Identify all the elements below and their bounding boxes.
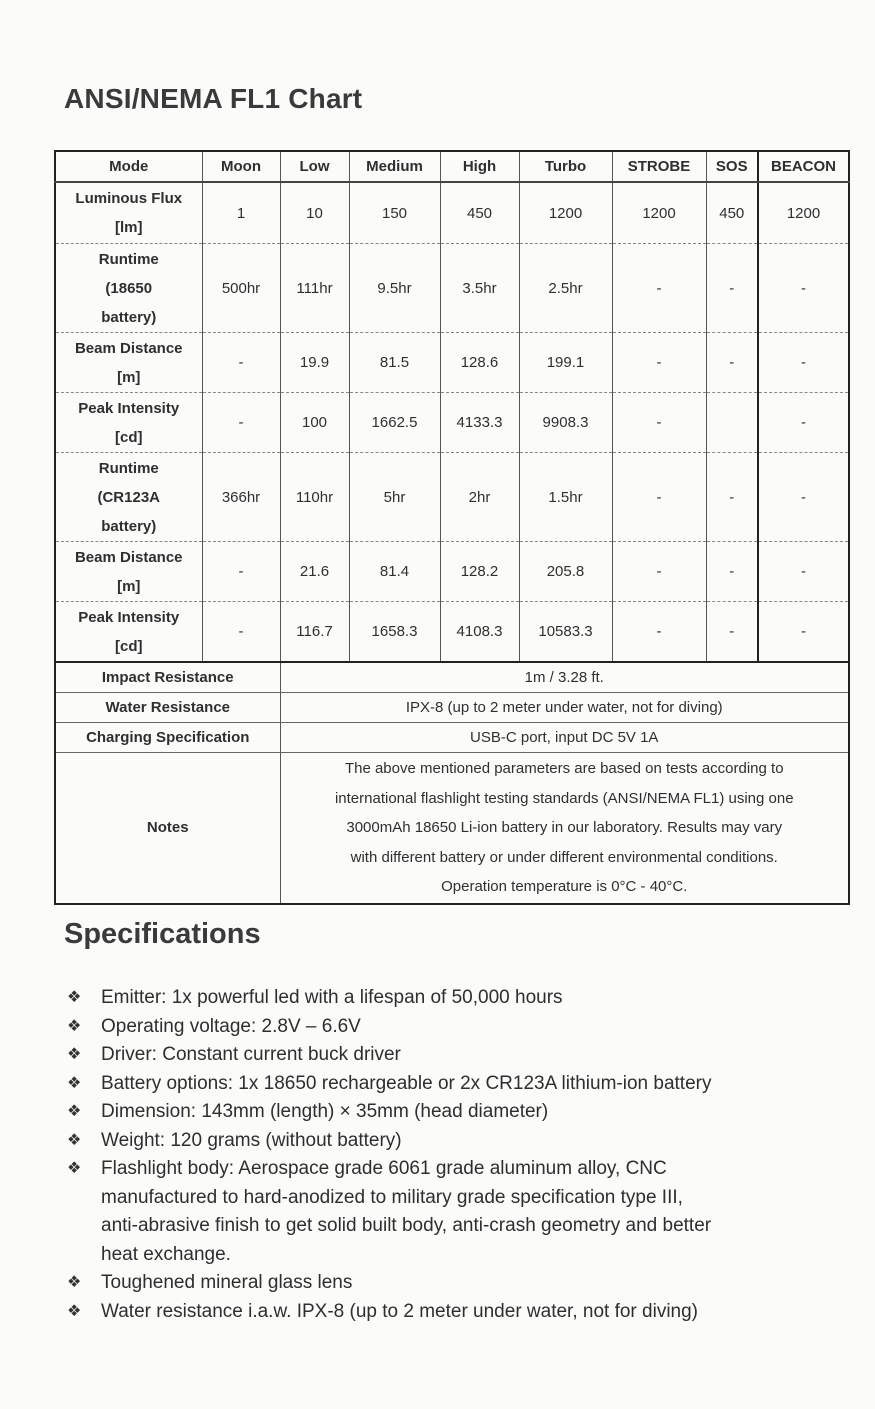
cell: 128.6 [440,333,519,393]
diamond-bullet-icon: ❖ [67,1274,82,1291]
diamond-bullet-icon: ❖ [67,1017,82,1035]
diamond-bullet-icon: ❖ [67,1131,82,1149]
header-strobe: STROBE [612,151,706,182]
cell: - [758,453,849,542]
diamond-bullet-icon: ❖ [67,989,82,1006]
cell: - [612,453,706,542]
cell: 100 [280,393,349,453]
cell: 10 [280,182,349,244]
cell: 81.5 [349,333,440,393]
cell: 4133.3 [440,393,519,453]
cell: - [612,244,706,333]
diamond-bullet-icon: ❖ [67,1302,82,1320]
cell: 19.9 [280,333,349,393]
cell: 1.5hr [519,453,612,542]
table-row [55,244,849,333]
cell: - [758,333,849,393]
cell: - [758,602,849,663]
header-turbo: Turbo [519,151,612,182]
header-medium: Medium [349,151,440,182]
chart-title: ANSI/NEMA FL1 Chart [64,83,363,114]
spec-item: ❖ Emitter: 1x powerful led with a lifespan of 50,000 hours [64,984,824,1013]
info-row-water [55,693,849,723]
cell: - [706,333,758,393]
diamond-bullet-icon: ❖ [67,1074,82,1092]
cell: 205.8 [519,542,612,602]
cell: - [202,393,280,453]
table-header-row [55,151,849,182]
cell: - [758,244,849,333]
header-mode: Mode [55,151,202,182]
cell: 450 [706,182,758,244]
cell: - [612,602,706,663]
cell: 81.4 [349,542,440,602]
cell: 5hr [349,453,440,542]
cell: - [202,542,280,602]
info-value: IPX-8 (up to 2 meter under water, not for diving) [280,693,849,723]
cell: - [612,393,706,453]
spec-item: ❖ Driver: Constant current buck driver [64,1041,824,1070]
header-high: High [440,151,519,182]
specifications-list [64,984,824,1326]
cell: - [706,453,758,542]
cell: 10583.3 [519,602,612,663]
table-row [55,182,849,244]
cell: - [612,542,706,602]
spec-item: ❖ Operating voltage: 2.8V – 6.6V [64,1013,824,1042]
info-row-notes [55,753,849,904]
diamond-bullet-icon: ❖ [67,1160,82,1177]
spec-item: ❖ Battery options: 1x 18650 rechargeable or 2x CR123A lithium-ion battery [64,1070,824,1099]
cell: 366hr [202,453,280,542]
row-label: Luminous Flux [lm] [55,182,202,244]
row-label: Peak Intensity [cd] [55,393,202,453]
cell: 2hr [440,453,519,542]
notes-label: Notes [55,753,280,904]
cell: - [758,542,849,602]
spec-item: ❖ Dimension: 143mm (length) × 35mm (head diameter) [64,1098,824,1127]
cell: - [706,542,758,602]
cell: 128.2 [440,542,519,602]
table-row [55,393,849,453]
info-label: Charging Specification [55,723,280,753]
cell: 9.5hr [349,244,440,333]
spec-item: ❖ Toughened mineral glass lens [64,1269,824,1298]
cell: 4108.3 [440,602,519,663]
cell: 110hr [280,453,349,542]
cell: 1662.5 [349,393,440,453]
table-row [55,333,849,393]
row-label: Beam Distance [m] [55,333,202,393]
info-value: USB-C port, input DC 5V 1A [280,723,849,753]
info-value: 1m / 3.28 ft. [280,662,849,693]
header-moon: Moon [202,151,280,182]
cell: 3.5hr [440,244,519,333]
row-label: Runtime (18650 battery) [55,244,202,333]
diamond-bullet-icon: ❖ [67,1103,82,1120]
cell: 1658.3 [349,602,440,663]
cell: 199.1 [519,333,612,393]
cell: - [706,244,758,333]
cell: 1200 [758,182,849,244]
fl1-table [54,150,850,905]
spec-item: ❖ Water resistance i.a.w. IPX-8 (up to 2 meter under water, not for diving) [64,1298,824,1327]
cell: 500hr [202,244,280,333]
row-label: Beam Distance [m] [55,542,202,602]
cell: 2.5hr [519,244,612,333]
header-sos: SOS [706,151,758,182]
cell: - [758,393,849,453]
header-low: Low [280,151,349,182]
cell: 1 [202,182,280,244]
spec-item: ❖ Flashlight body: Aerospace grade 6061 grade aluminum alloy, CNC manufactured to hard-anodized to military grade specification type III, anti-abrasive finish to get solid built body, anti-crash geometry and better heat exchange. [64,1155,824,1269]
table-row [55,542,849,602]
table-row [55,602,849,663]
cell: - [706,602,758,663]
info-label: Water Resistance [55,693,280,723]
cell: 111hr [280,244,349,333]
info-row-impact [55,662,849,693]
cell: 116.7 [280,602,349,663]
diamond-bullet-icon: ❖ [67,1046,82,1063]
cell: 450 [440,182,519,244]
header-beacon: BEACON [758,151,849,182]
cell [706,393,758,453]
row-label: Peak Intensity [cd] [55,602,202,663]
info-row-charging [55,723,849,753]
row-label: Runtime (CR123A battery) [55,453,202,542]
cell: 1200 [519,182,612,244]
spec-item: ❖ Weight: 120 grams (without battery) [64,1127,824,1156]
cell: 21.6 [280,542,349,602]
specifications-title: Specifications [64,918,261,950]
notes-text: The above mentioned parameters are based on tests according to international flashlight testing standards (ANSI/NEMA FL1) using one 3000mAh 18650 Li-ion battery in our laboratory. Results may vary with different battery or under different environmental conditions. Operation temperature is 0°C - 40°C. [280,753,849,904]
cell: 9908.3 [519,393,612,453]
cell: - [612,333,706,393]
cell: - [202,602,280,663]
table-row [55,453,849,542]
cell: 150 [349,182,440,244]
cell: - [202,333,280,393]
cell: 1200 [612,182,706,244]
info-label: Impact Resistance [55,662,280,693]
